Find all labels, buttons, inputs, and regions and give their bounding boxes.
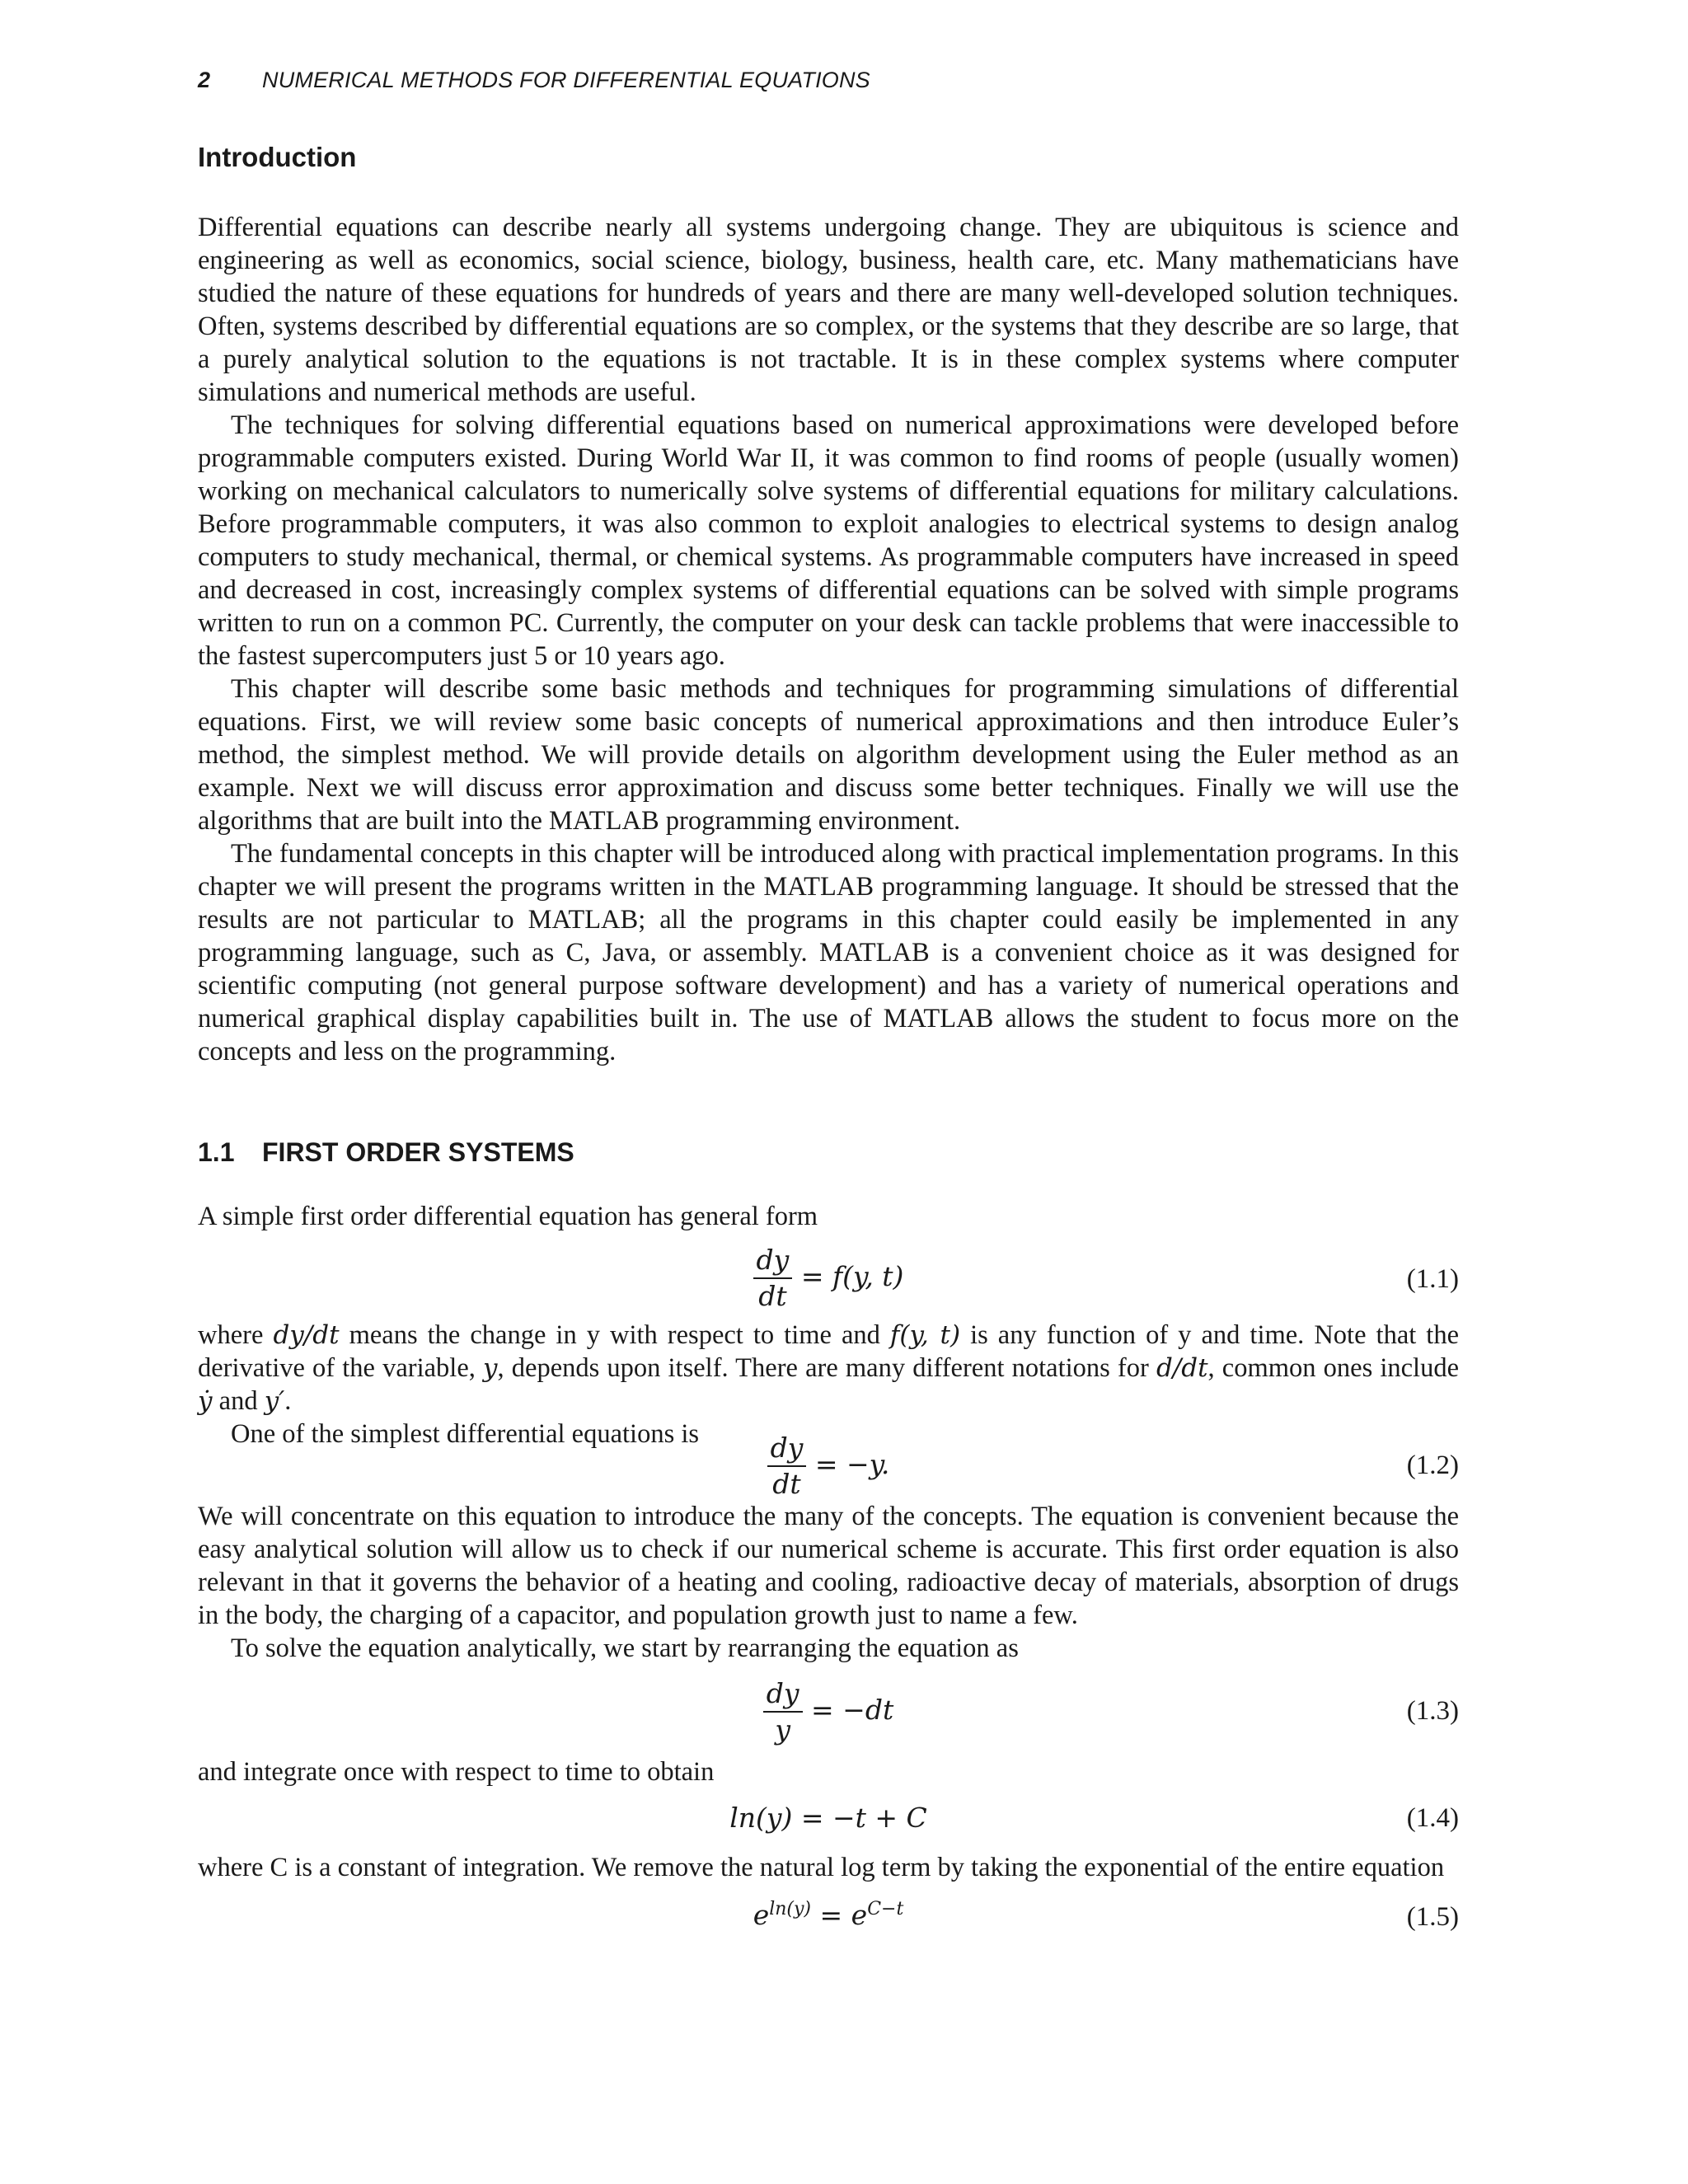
section-title: FIRST ORDER SYSTEMS bbox=[262, 1137, 574, 1167]
fraction: $\frac{dy}{dt}$ bbox=[767, 1432, 807, 1500]
section-paragraph-3: One of the simplest differential equations is bbox=[231, 1419, 700, 1449]
section-paragraph-6: and integrate once with respect to time to obtain bbox=[198, 1757, 715, 1787]
equation-1-4: ln(y) = −t + C (1.4) bbox=[729, 1802, 1459, 1834]
equation-number: (1.2) bbox=[1406, 1451, 1459, 1480]
section-paragraph-2: where dy/dt means the change in y with respect to time and f(y, t) is any function of y and time. Note that the derivative of the variable, y, depends upon itself. There are many different notations for d/dt, common ones include ẏ and y′. One of the simplest differential equations is bbox=[198, 1320, 1460, 1449]
equation-number: (1.1) bbox=[1406, 1264, 1459, 1294]
running-header bbox=[198, 68, 870, 93]
equation-1-5: $e^{ln(y)} = e^{C-t}$ (1.5) bbox=[753, 1899, 1459, 1932]
fraction: $\frac{dy}{y}$ bbox=[763, 1678, 803, 1746]
equation-1-2: $\frac{dy}{dt}$ = −y. (1.2) bbox=[198, 1432, 1459, 1498]
intro-paragraph-3: This chapter will describe some basic methods and techniques for programming simulations of differential equations. First, we will review some basic concepts of numerical approximations and then introduce Euler’s method, the simplest method. We will provide details on algorithm development using the Euler method as an example. Next we will discuss error approximation and discuss some better techniques. Finally we will use the algorithms that are built into the MATLAB programming environment. bbox=[198, 674, 1459, 836]
fraction: $\frac{dy}{dt}$ bbox=[753, 1244, 793, 1312]
intro-paragraph-4: The fundamental concepts in this chapter will be introduced along with practical implementation programs. In this chapter we will present the programs written in the MATLAB programming language. It should be stressed that the results are not particular to MATLAB; all the programs in this chapter could easily be implemented in any programming language, such as C, Java, or assembly. MATLAB is a convenient choice as it was designed for scientific computing (not general purpose software development) and has a variety of numerical operations and numerical graphical display capabilities built in. The use of MATLAB allows the student to focus more on the concepts and less on the programming. bbox=[198, 839, 1459, 1066]
section-paragraph-4: We will concentrate on this equation to introduce the many of the concepts. The equation is convenient because the easy analytical solution will allow us to check if our numerical scheme is accurate. This first order equation is also relevant in that it governs the behavior of a heating and cooling, radioactive decay of materials, absorption of drugs in the body, the charging of a capacitor, and population growth just to name a few. To solve the equation analytically, we start by rearranging the equation as bbox=[198, 1502, 1459, 1663]
section-number: 1.1 bbox=[198, 1137, 235, 1167]
equation-number: (1.4) bbox=[1406, 1803, 1459, 1833]
equation-number: (1.3) bbox=[1406, 1696, 1459, 1726]
section-heading bbox=[198, 1137, 574, 1168]
intro-paragraph-1: Differential equations can describe nearly all systems undergoing change. They are ubiquitous is science and engineering as well as economics, social science, biology, business, health care, etc. Many mathematicians have studied the nature of these equations for hundreds of years and there are many well-developed solution techniques. Often, systems described by differential equations are so complex, or the systems that they describe are so large, that a purely analytical solution to the equations is not tractable. It is in these complex systems where computer simulations and numerical methods are useful. bbox=[198, 213, 1459, 407]
introduction-body bbox=[198, 211, 1459, 1068]
section-paragraph-1: A simple first order differential equation has general form bbox=[198, 1202, 818, 1231]
page-number: 2 bbox=[198, 68, 211, 92]
equation-1-3: $\frac{dy}{y}$ = −dt (1.3) bbox=[198, 1678, 1459, 1744]
intro-paragraph-2: The techniques for solving differential equations based on numerical approximations were developed before programmable computers existed. During World War II, it was common to find rooms of people (usually women) working on mechanical calculators to numerically solve systems of differential equations for military calculations. Before programmable computers, it was also common to exploit analogies to electrical systems to design analog computers to study mechanical, thermal, or chemical systems. As programmable computers have increased in speed and decreased in cost, increasingly complex systems of differential equations can be solved with simple programs written to run on a common PC. Currently, the computer on your desk can tackle problems that were inaccessible to the fastest supercomputers just 5 or 10 years ago. bbox=[198, 410, 1459, 671]
section-paragraph-7: where C is a constant of integration. We remove the natural log term by taking the exponential of the entire equation bbox=[198, 1853, 1445, 1882]
equation-number: (1.5) bbox=[1406, 1902, 1459, 1932]
section-paragraph-5: To solve the equation analytically, we start by rearranging the equation as bbox=[231, 1633, 1019, 1663]
running-title: NUMERICAL METHODS FOR DIFFERENTIAL EQUATIONS bbox=[262, 68, 870, 92]
equation-1-1: $\frac{dy}{dt}$ = f(y, t) (1.1) bbox=[198, 1244, 1459, 1310]
introduction-heading: Introduction bbox=[198, 142, 357, 172]
